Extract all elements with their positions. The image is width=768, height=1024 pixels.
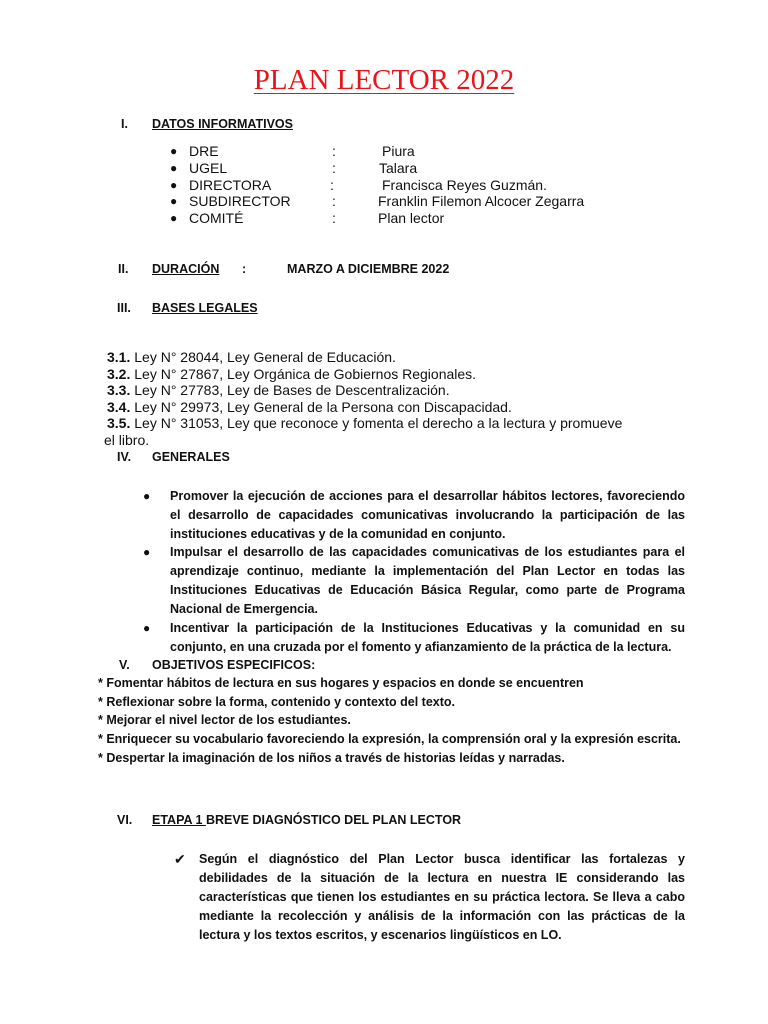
specific-objective: * Reflexionar sobre la forma, contenido y contexto del texto.: [98, 695, 456, 709]
law-number: 3.1.: [107, 349, 131, 365]
info-label: DIRECTORA: [189, 177, 272, 193]
section-2-number: II.: [118, 262, 129, 276]
bullet-icon: ●: [170, 144, 178, 158]
section-6-number: VI.: [117, 813, 133, 827]
law-text: Ley N° 27783, Ley de Bases de Descentralización.: [134, 382, 450, 398]
bullet-icon: ●: [143, 489, 151, 503]
info-label: COMITÉ: [189, 210, 244, 226]
section-4-number: IV.: [117, 450, 132, 464]
info-value: Francisca Reyes Guzmán.: [382, 177, 547, 193]
info-separator: :: [332, 210, 336, 226]
info-separator: :: [332, 193, 336, 209]
info-label: DRE: [189, 143, 219, 159]
section-6-heading-underlined: ETAPA 1: [152, 813, 206, 827]
section-5-number: V.: [119, 658, 130, 672]
specific-objective: * Despertar la imaginación de los niños a través de historias leídas y narradas.: [98, 751, 565, 765]
section-2-heading: DURACIÓN: [152, 262, 220, 276]
info-value: Piura: [382, 143, 415, 159]
law-continuation: el libro.: [104, 432, 150, 448]
law-item: [107, 399, 512, 415]
law-text: Ley N° 29973, Ley General de la Persona con Discapacidad.: [134, 399, 512, 415]
section-6-heading: [152, 813, 461, 827]
section-5-heading: OBJETIVOS ESPECIFICOS:: [152, 658, 316, 672]
bullet-icon: ●: [170, 194, 178, 208]
info-label: SUBDIRECTOR: [189, 193, 291, 209]
law-number: 3.2.: [107, 366, 131, 382]
specific-objective: * Fomentar hábitos de lectura en sus hogares y espacios en donde se encuentren: [98, 676, 584, 690]
law-item: [107, 366, 476, 382]
law-item: [107, 415, 622, 431]
section-6-heading-rest: BREVE DIAGNÓSTICO DEL PLAN LECTOR: [205, 813, 462, 827]
law-text: Ley N° 27867, Ley Orgánica de Gobiernos Regionales.: [134, 366, 477, 382]
specific-objective: * Mejorar el nivel lector de los estudiantes.: [98, 713, 351, 727]
section-4-heading: GENERALES: [152, 450, 230, 464]
general-objective: Incentivar la participación de la Instituciones Educativas y la comunidad en su conjunto, en una cruzada por el fomento y afianzamiento de la práctica de la lectura.: [170, 621, 685, 654]
bullet-icon: ●: [170, 211, 178, 225]
info-separator: :: [330, 177, 334, 193]
bullet-icon: ●: [143, 621, 151, 635]
general-objective: Promover la ejecución de acciones para el desarrollar hábitos lectores, favoreciendo el desarrollo de capacidades comunicativas involucrando la participación de las instituciones educativas y de la comunidad en conjunto.: [170, 489, 685, 541]
info-value: Talara: [379, 160, 418, 176]
law-item: [107, 349, 396, 365]
bullet-icon: ●: [170, 161, 178, 175]
duration-value: MARZO A DICIEMBRE 2022: [287, 262, 450, 276]
bullet-icon: ●: [170, 178, 178, 192]
info-value: Plan lector: [378, 210, 445, 226]
specific-objective: * Enriquecer su vocabulario favoreciendo la expresión, la comprensión oral y la expresión escrita.: [98, 732, 681, 746]
law-item: [107, 382, 450, 398]
general-objective: Impulsar el desarrollo de las capacidades comunicativas de los estudiantes para el aprendizaje continuo, mediante la implementación del Plan Lector en todas las Instituciones Educativas de Educación Básica Regular, como parte de Programa Nacional de Emergencia.: [170, 545, 685, 616]
section-1-heading: DATOS INFORMATIVOS: [152, 117, 293, 131]
document-title: PLAN LECTOR 2022: [253, 64, 515, 96]
section-3-heading: BASES LEGALES: [152, 301, 258, 315]
section-2-separator: :: [242, 262, 247, 276]
section-1-number: I.: [121, 117, 128, 131]
info-separator: :: [332, 143, 336, 159]
info-separator: :: [332, 160, 336, 176]
info-label: UGEL: [189, 160, 228, 176]
checkmark-icon: ✔: [174, 851, 186, 867]
bullet-icon: ●: [143, 545, 151, 559]
law-text: Ley N° 31053, Ley que reconoce y fomenta el derecho a la lectura y promueve: [134, 415, 623, 431]
section-3-number: III.: [117, 301, 131, 315]
law-text: Ley N° 28044, Ley General de Educación.: [134, 349, 396, 365]
diagnostic-text: Según el diagnóstico del Plan Lector busca identificar las fortalezas y debilidades de la situación de la lectura en nuestra IE considerando las características que tienen los estudiantes en su práctica lectora. Se lleva a cabo mediante la recolección y análisis de la información con las prácticas de la lectura y los textos escritos, y escenarios lingüísticos en LO.: [199, 852, 685, 942]
info-value: Franklin Filemon Alcocer Zegarra: [378, 193, 585, 209]
law-number: 3.4.: [107, 399, 131, 415]
law-number: 3.3.: [107, 382, 131, 398]
law-number: 3.5.: [107, 415, 131, 431]
